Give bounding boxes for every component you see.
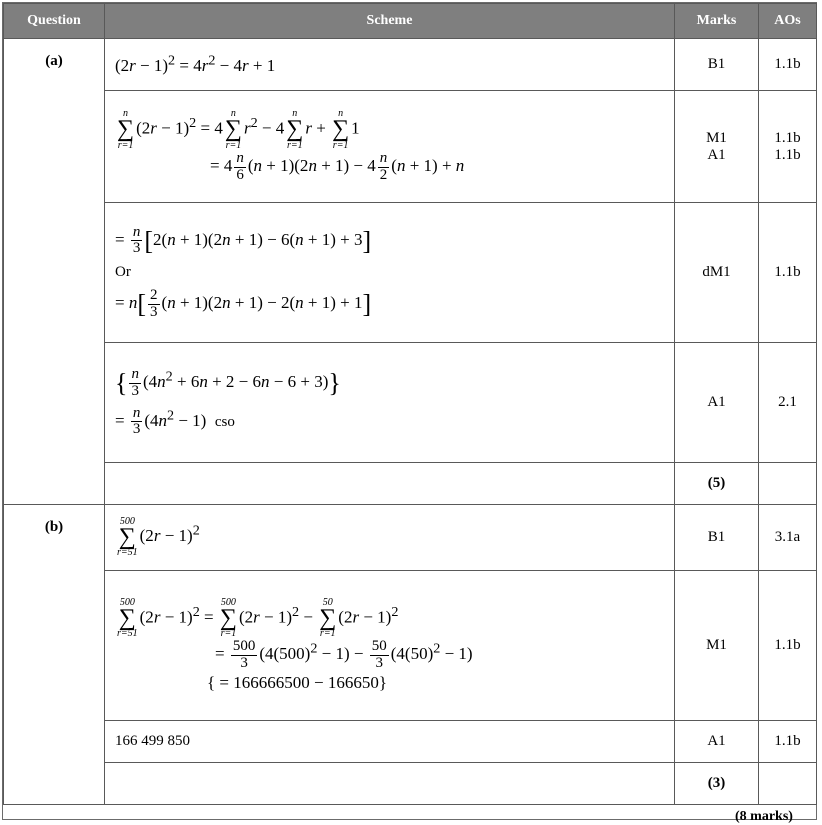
aos-cell: 1.1b xyxy=(759,571,817,721)
mark-a1: A1 xyxy=(707,146,726,163)
subtotal-b: (3) xyxy=(675,763,759,805)
aos-cell xyxy=(759,91,817,203)
scheme-cell: = $\frac{n}{3}$ [2(n + 1)(2n + 1) − 6(n + 1) + 3] Or = n[ $\frac{2}{3}$ (n + 1)(2n + 1) − 2(n + 1) + 1] xyxy=(105,203,675,343)
subtotal-a: (5) xyxy=(675,463,759,505)
scheme-cell: { $\frac{n}{3}$ $(4n^2 + 6n + 2 - 6n - 6 + 3)$} = $\frac{n}{3}$ $(4n^2 - 1)$ cso xyxy=(105,343,675,463)
table-row xyxy=(4,571,817,721)
scheme-cell: n ∑ r=1 $(2r - 1)^2 = 4$ n ∑ r=1 $r^2 - 4$ n ∑ r=1 r + n ∑ r=1 1 = 4 $\frac{n}{6}$ (n + 1)(2n + 1) − 4 $\frac{n}{2}$ (n + 1) + n xyxy=(105,91,675,203)
table-row xyxy=(4,721,817,763)
mark-scheme-table xyxy=(3,3,817,805)
header-marks: Marks xyxy=(675,4,759,39)
scheme-cell-empty xyxy=(105,463,675,505)
aos-cell: 1.1b xyxy=(759,203,817,343)
ao-1: 1.1b xyxy=(774,129,801,146)
aos-cell xyxy=(759,763,817,805)
marks-cell: A1 xyxy=(675,343,759,463)
scheme-cell: $(2r - 1)^2 = 4r^2 - 4r + 1$ xyxy=(105,39,675,91)
header-question: Question xyxy=(4,4,105,39)
aos-cell: 1.1b xyxy=(759,721,817,763)
scheme-cell: 500 ∑ r=51 $(2r - 1)^2$ = 500 ∑ r=1 $(2r - 1)^2$ − 50 ∑ r=1 $(2r - 1)^2$ = $\frac{500}{3}$ $(4(500)^2 - 1)$ − $\frac{50}{3}$ $(4(50)^2 - 1)$ { = 166666500 − 166650} xyxy=(105,571,675,721)
table-row xyxy=(4,203,817,343)
table-row xyxy=(4,39,817,91)
question-label-a: (a) xyxy=(4,39,105,505)
final-answer: 166 499 850 xyxy=(105,721,675,763)
numeric-working: = 166666500 − 166650 xyxy=(219,672,379,692)
header-scheme: Scheme xyxy=(105,4,675,39)
table-row xyxy=(4,505,817,571)
cso-text: cso xyxy=(214,413,235,430)
total-marks: (8 marks) xyxy=(735,809,793,824)
header-aos: AOs xyxy=(759,4,817,39)
or-text: Or xyxy=(115,264,131,281)
table-row xyxy=(4,763,817,805)
mark-m1: M1 xyxy=(706,129,727,146)
marks-cell: B1 xyxy=(675,39,759,91)
marks-cell: A1 xyxy=(675,721,759,763)
aos-cell: 2.1 xyxy=(759,343,817,463)
scheme-cell-empty xyxy=(105,763,675,805)
table-row xyxy=(4,343,817,463)
aos-cell xyxy=(759,463,817,505)
header-row xyxy=(4,4,817,39)
marks-cell: M1 xyxy=(675,571,759,721)
aos-cell: 1.1b xyxy=(759,39,817,91)
ao-2: 1.1b xyxy=(774,146,801,163)
marks-cell xyxy=(675,91,759,203)
marks-cell: B1 xyxy=(675,505,759,571)
marks-cell: dM1 xyxy=(675,203,759,343)
scheme-cell: 500 ∑ r=51 $(2r - 1)^2$ xyxy=(105,505,675,571)
table-row xyxy=(4,463,817,505)
table-row xyxy=(4,91,817,203)
question-label-b: (b) xyxy=(4,505,105,805)
aos-cell: 3.1a xyxy=(759,505,817,571)
